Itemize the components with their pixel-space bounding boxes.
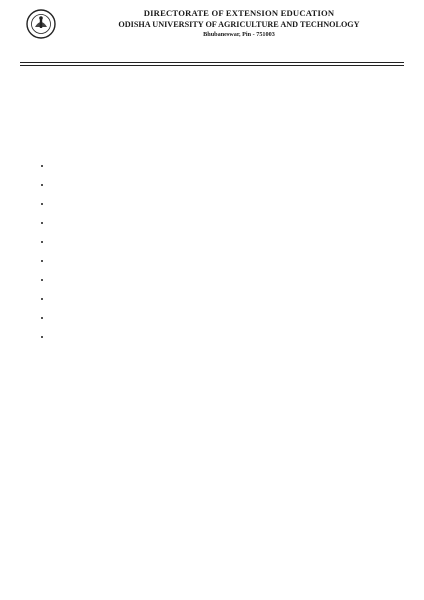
advisory-list — [34, 160, 396, 350]
advisory-item — [52, 274, 396, 287]
advisory-item — [52, 198, 396, 211]
directorate-name: DIRECTORATE OF EXTENSION EDUCATION — [143, 8, 335, 18]
advisory-item — [52, 293, 396, 306]
header-divider-thin — [20, 65, 404, 66]
advisory-item — [52, 312, 396, 325]
header-divider — [20, 62, 404, 63]
advisory-item — [52, 160, 396, 173]
advisory-item — [52, 331, 396, 344]
advisory-item — [52, 217, 396, 230]
university-name: ODISHA UNIVERSITY OF AGRICULTURE AND TECHNOLOGY — [118, 20, 360, 29]
university-seal-icon — [26, 9, 56, 39]
letterhead — [64, 8, 414, 38]
advisory-item — [52, 255, 396, 268]
university-address: Bhubaneswar, Pin - 751003 — [203, 31, 275, 38]
advisory-item — [52, 179, 396, 192]
advisory-item — [52, 236, 396, 249]
